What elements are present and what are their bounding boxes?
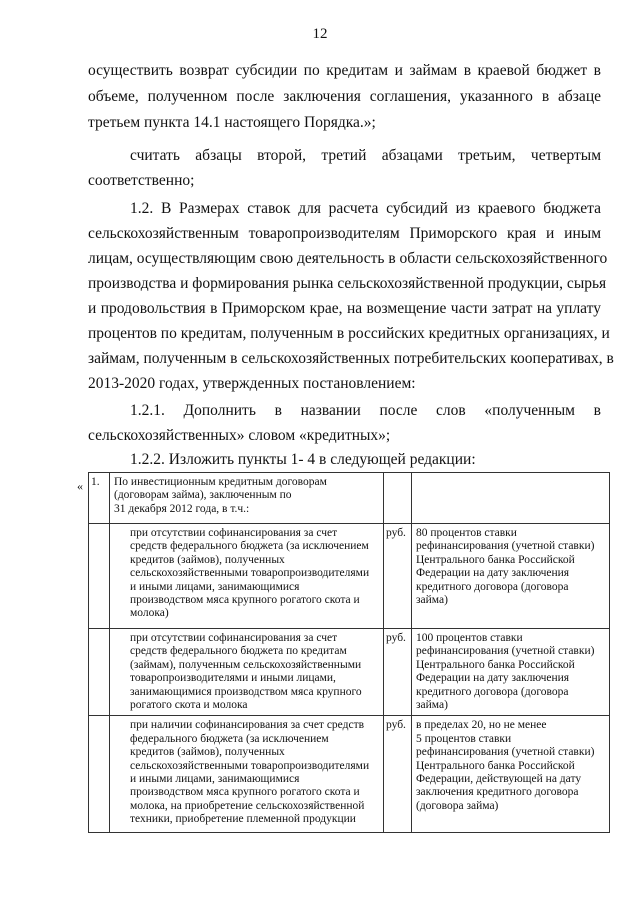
cell-line: кредитного договора (договора <box>416 580 569 593</box>
row-number: 1. <box>89 473 110 524</box>
cell-line: кредитного договора (договора <box>416 685 569 698</box>
table-row <box>89 629 610 716</box>
row-description <box>110 473 384 524</box>
cell-line: молока, на приобретение сельскохозяйственной <box>130 799 365 812</box>
text-line: сельскохозяйственным товаропроизводителям Приморского края и иным <box>88 225 601 242</box>
text-line: третьем пункта 14.1 настоящего Порядка.»; <box>88 114 376 131</box>
cell-line: сельскохозяйственными товаропроизводителями <box>130 759 370 772</box>
row-description <box>110 524 384 629</box>
cell-line: производством мяса крупного рогатого скота и <box>130 594 360 607</box>
cell-line: 31 декабря 2012 года, в т.ч.: <box>114 502 250 515</box>
row-unit: руб. <box>384 524 412 629</box>
cell-line: производством мяса крупного рогатого скота и <box>130 786 360 799</box>
text-line: 1.2.2. Изложить пункты 1- 4 в следующей редакции: <box>130 451 476 468</box>
text-line: 1.2.1. Дополнить в названии после слов «полученным в <box>130 402 601 419</box>
cell-line: товаропроизводителями и иными лицами, <box>130 672 336 685</box>
table-open-quote: « <box>77 479 83 493</box>
row-unit: руб. <box>384 629 412 716</box>
cell-line: Центрального банка Российской <box>416 658 575 671</box>
text-line: объеме, полученном после заключения соглашения, указанного в абзаце <box>88 88 601 105</box>
text-line: займам, полученным в сельскохозяйственных потребительских кооперативах, в <box>88 350 614 367</box>
text-line: и продовольствия в Приморском крае, на возмещение части затрат на уплату <box>88 300 601 317</box>
cell-line: По инвестиционным кредитным договорам <box>114 476 327 488</box>
row-rate <box>412 629 610 716</box>
row-unit: руб. <box>384 716 412 833</box>
cell-line: 100 процентов ставки <box>416 632 523 644</box>
row-unit <box>384 473 412 524</box>
row-rate <box>412 524 610 629</box>
cell-line: (договора займа) <box>416 799 499 812</box>
cell-line: заключения кредитного договора <box>416 786 579 799</box>
text-line: осуществить возврат субсидии по кредитам и займам в краевой бюджет в <box>88 62 601 79</box>
cell-line: Центрального банка Российской <box>416 759 575 772</box>
text-line: процентов по кредитам, полученным в российских кредитных организациях, и <box>88 325 610 342</box>
cell-line: при отсутствии софинансирования за счет <box>130 527 338 539</box>
cell-line: молока) <box>130 607 169 620</box>
cell-line: средств федерального бюджета (за исключением <box>130 540 369 553</box>
row-description <box>110 716 384 833</box>
row-number <box>89 524 110 629</box>
cell-line: рефинансирования (учетной ставки) <box>416 746 595 759</box>
cell-line: техники, приобретение племенной продукции <box>130 813 356 826</box>
row-description <box>110 629 384 716</box>
text-line: производства и формирования рынка сельскохозяйственной продукции, сырья <box>88 275 607 292</box>
row-rate <box>412 716 610 833</box>
text-line: сельскохозяйственных» словом «кредитных»; <box>88 427 391 444</box>
cell-line: Центрального банка Российской <box>416 553 575 566</box>
text-line: 2013-2020 годах, утвержденных постановлением: <box>88 375 416 392</box>
cell-line: Федерации, действующей на дату <box>416 773 582 786</box>
cell-line: в пределах 20, но не менее <box>416 719 547 732</box>
cell-line: федерального бюджета (за исключением <box>130 732 329 745</box>
page-number: 12 <box>312 26 328 42</box>
row-number <box>89 716 110 833</box>
cell-line: займа) <box>416 699 448 712</box>
cell-line: при отсутствии софинансирования за счет <box>130 632 338 644</box>
cell-line: сельскохозяйственными товаропроизводителями <box>130 567 370 580</box>
cell-line: занимающимися производством мяса крупного <box>130 685 362 698</box>
cell-line: рефинансирования (учетной ставки) <box>416 645 595 658</box>
cell-line: и иными лицами, занимающимися <box>130 773 300 786</box>
table-row <box>89 716 610 833</box>
cell-line: средств федерального бюджета по кредитам <box>130 645 347 658</box>
row-rate <box>412 473 610 524</box>
table-row <box>89 524 610 629</box>
cell-line: при наличии софинансирования за счет средств <box>130 719 365 732</box>
cell-line: кредитов (займов), полученных <box>130 746 285 759</box>
cell-line: (договорам займа), заключенным по <box>114 489 292 502</box>
cell-line: 80 процентов ставки <box>416 527 517 539</box>
table-row <box>89 473 610 524</box>
text-line: считать абзацы второй, третий абзацами третьим, четвертым <box>130 147 601 164</box>
cell-line: Федерации на дату заключения <box>416 672 570 685</box>
cell-line: (займам), полученным сельскохозяйственными <box>130 658 362 671</box>
cell-line: кредитов (займов), полученных <box>130 553 285 566</box>
row-number <box>89 629 110 716</box>
cell-line: рогатого скота и молока <box>130 699 248 712</box>
text-line: 1.2. В Размерах ставок для расчета субсидий из краевого бюджета <box>130 200 601 217</box>
cell-line: и иными лицами, занимающимися <box>130 580 300 593</box>
cell-line: займа) <box>416 594 448 607</box>
text-line: лицам, осуществляющим свою деятельность в области сельскохозяйственного <box>88 250 608 267</box>
text-line: соответственно; <box>88 172 195 189</box>
cell-line: рефинансирования (учетной ставки) <box>416 540 595 553</box>
cell-line: Федерации на дату заключения <box>416 567 570 580</box>
cell-line: 5 процентов ставки <box>416 732 512 745</box>
rates-table <box>88 472 610 833</box>
